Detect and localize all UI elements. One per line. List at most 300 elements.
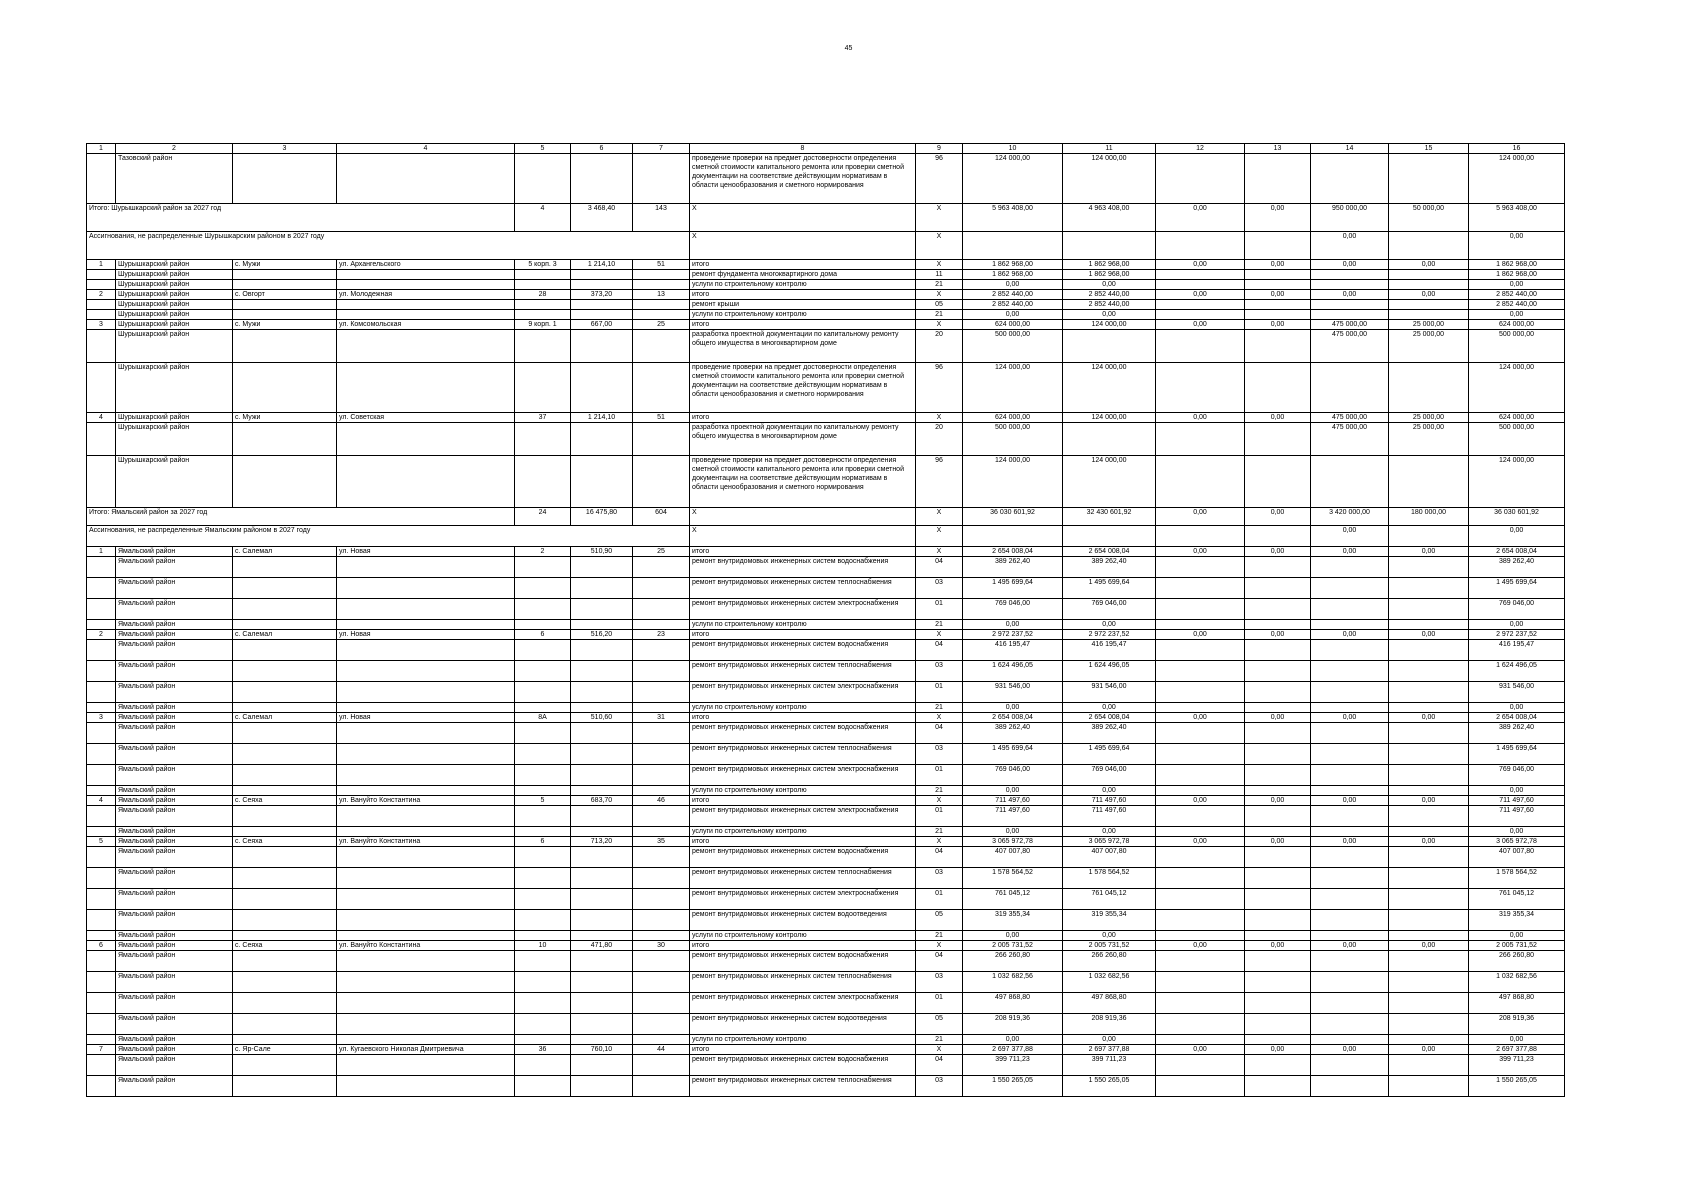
unallocated-label: Ассигнования, не распределенные Шурышкарским районом в 2027 году — [87, 232, 690, 260]
table-row — [87, 456, 1565, 508]
column-number: 16 — [1469, 144, 1565, 154]
table-cell: ремонт внутридомовых инженерных систем водоотведения — [690, 1014, 916, 1035]
table-cell: 711 497,60 — [963, 806, 1063, 827]
table-cell: 1 578 564,52 — [1469, 868, 1565, 889]
table-cell: 0,00 — [1156, 320, 1245, 330]
table-cell: Ямальский район — [116, 630, 233, 640]
table-cell — [1245, 599, 1311, 620]
table-cell: 0,00 — [1469, 526, 1565, 547]
table-cell — [1311, 744, 1389, 765]
table-cell: 0,00 — [1156, 837, 1245, 847]
table-cell — [633, 786, 690, 796]
table-cell: услуги по строительному контролю — [690, 1035, 916, 1045]
table-cell: итого — [690, 320, 916, 330]
table-row — [87, 931, 1565, 941]
table-row — [87, 630, 1565, 640]
table-cell: 2 005 731,52 — [963, 941, 1063, 951]
table-cell — [1156, 526, 1245, 547]
table-cell: 21 — [916, 931, 963, 941]
table-cell: 03 — [916, 744, 963, 765]
table-row — [87, 300, 1565, 310]
table-cell: ремонт внутридомовых инженерных систем теплоснабжения — [690, 868, 916, 889]
table-cell: Х — [916, 837, 963, 847]
table-cell: ремонт фундамента многоквартирного дома — [690, 270, 916, 280]
table-cell — [1389, 827, 1469, 837]
table-cell — [1156, 363, 1245, 413]
table-cell: ул. Новая — [337, 630, 515, 640]
table-cell: 37 — [515, 413, 571, 423]
table-cell: 266 260,80 — [963, 951, 1063, 972]
table-cell: проведение проверки на предмет достоверности определения сметной стоимости капитального ремонта или проверки сметной документации на соответствие действующим нормативам в области ценообразования и сметного нормирования — [690, 154, 916, 204]
table-cell: 0,00 — [1245, 941, 1311, 951]
table-cell — [515, 993, 571, 1014]
table-cell: 0,00 — [1063, 280, 1156, 290]
table-cell — [1389, 310, 1469, 320]
table-cell: 124 000,00 — [1063, 456, 1156, 508]
table-cell — [1311, 682, 1389, 703]
table-cell: ул. Вануйто Константина — [337, 837, 515, 847]
table-cell: 0,00 — [1245, 547, 1311, 557]
table-cell: 0,00 — [1156, 547, 1245, 557]
table-cell — [337, 847, 515, 868]
table-cell: 683,70 — [571, 796, 633, 806]
table-cell: 319 355,34 — [1469, 910, 1565, 931]
table-cell: 761 045,12 — [1063, 889, 1156, 910]
table-row — [87, 682, 1565, 703]
table-cell — [1156, 723, 1245, 744]
table-cell — [233, 931, 337, 941]
table-cell: 0,00 — [1245, 260, 1311, 270]
table-cell: 0,00 — [1063, 620, 1156, 630]
table-cell: 0,00 — [1469, 310, 1565, 320]
table-cell: 0,00 — [1245, 837, 1311, 847]
table-cell: ремонт внутридомовых инженерных систем электроснабжения — [690, 993, 916, 1014]
table-cell — [963, 526, 1063, 547]
table-cell: 04 — [916, 1055, 963, 1076]
table-cell: Х — [916, 232, 963, 260]
table-cell: Ямальский район — [116, 599, 233, 620]
table-cell — [633, 889, 690, 910]
table-row — [87, 661, 1565, 682]
table-cell — [233, 423, 337, 456]
table-cell: 497 868,80 — [1063, 993, 1156, 1014]
table-cell — [337, 1014, 515, 1035]
table-cell: Шурышкарский район — [116, 290, 233, 300]
table-cell — [337, 765, 515, 786]
table-cell — [233, 951, 337, 972]
table-cell — [1311, 640, 1389, 661]
table-cell — [571, 868, 633, 889]
table-cell: 25 — [633, 547, 690, 557]
table-cell — [633, 765, 690, 786]
table-cell: 0,00 — [1389, 713, 1469, 723]
table-cell — [571, 682, 633, 703]
table-cell — [515, 910, 571, 931]
table-cell — [571, 640, 633, 661]
table-cell — [233, 280, 337, 290]
table-cell: 05 — [916, 1014, 963, 1035]
table-cell — [1245, 1076, 1311, 1097]
table-cell — [571, 661, 633, 682]
table-cell — [571, 889, 633, 910]
table-cell: 1 495 699,64 — [1063, 744, 1156, 765]
table-cell — [1156, 910, 1245, 931]
table-cell — [515, 640, 571, 661]
table-row — [87, 1035, 1565, 1045]
table-cell: 2 654 008,04 — [1063, 713, 1156, 723]
table-cell: Ямальский район — [116, 993, 233, 1014]
table-cell: 96 — [916, 456, 963, 508]
table-cell: 497 868,80 — [963, 993, 1063, 1014]
table-cell: 3 065 972,78 — [1063, 837, 1156, 847]
table-cell — [337, 363, 515, 413]
table-cell — [337, 661, 515, 682]
table-cell — [571, 1035, 633, 1045]
table-cell — [1245, 270, 1311, 280]
table-cell: 0,00 — [963, 827, 1063, 837]
table-cell — [1389, 723, 1469, 744]
table-cell — [233, 703, 337, 713]
table-cell — [571, 599, 633, 620]
table-cell — [1063, 423, 1156, 456]
table-cell: 2 697 377,88 — [963, 1045, 1063, 1055]
table-cell: 0,00 — [963, 620, 1063, 630]
table-cell — [571, 993, 633, 1014]
table-cell: Шурышкарский район — [116, 363, 233, 413]
table-cell — [233, 578, 337, 599]
table-cell: 4 — [87, 413, 116, 423]
table-cell — [515, 456, 571, 508]
table-cell: Шурышкарский район — [116, 270, 233, 280]
subtotal-row — [87, 508, 1565, 526]
table-cell: Шурышкарский район — [116, 423, 233, 456]
table-cell — [571, 310, 633, 320]
column-number: 1 — [87, 144, 116, 154]
table-cell — [1245, 993, 1311, 1014]
table-cell — [1156, 280, 1245, 290]
table-cell — [633, 723, 690, 744]
table-cell — [515, 889, 571, 910]
table-cell — [1245, 868, 1311, 889]
table-cell: 31 — [633, 713, 690, 723]
table-cell: 0,00 — [1311, 796, 1389, 806]
table-cell — [1156, 889, 1245, 910]
table-cell — [1245, 620, 1311, 630]
table-cell: Ямальский район — [116, 547, 233, 557]
table-row — [87, 723, 1565, 744]
table-row — [87, 786, 1565, 796]
table-cell: 497 868,80 — [1469, 993, 1565, 1014]
table-cell — [1389, 682, 1469, 703]
table-cell: 4 — [515, 204, 571, 232]
table-cell: 931 546,00 — [963, 682, 1063, 703]
table-cell: Ямальский район — [116, 931, 233, 941]
table-cell — [633, 1035, 690, 1045]
table-cell: с. Сеяха — [233, 796, 337, 806]
table-row — [87, 1014, 1565, 1035]
table-row — [87, 547, 1565, 557]
table-cell: 0,00 — [963, 280, 1063, 290]
table-cell: 0,00 — [1469, 827, 1565, 837]
table-cell — [1245, 889, 1311, 910]
table-cell — [337, 951, 515, 972]
table-cell: 2 852 440,00 — [1469, 300, 1565, 310]
table-cell — [1311, 993, 1389, 1014]
table-cell — [571, 300, 633, 310]
table-cell — [233, 300, 337, 310]
table-cell — [87, 423, 116, 456]
table-cell: 711 497,60 — [1063, 796, 1156, 806]
unallocated-row — [87, 232, 1565, 260]
table-cell — [633, 951, 690, 972]
table-cell — [337, 931, 515, 941]
table-cell: Ямальский район — [116, 1045, 233, 1055]
table-cell — [571, 847, 633, 868]
table-row — [87, 941, 1565, 951]
table-cell — [87, 661, 116, 682]
table-cell: 2 697 377,88 — [1063, 1045, 1156, 1055]
table-cell: Шурышкарский район — [116, 330, 233, 363]
table-cell: 0,00 — [1245, 630, 1311, 640]
table-cell: 21 — [916, 703, 963, 713]
table-cell: услуги по строительному контролю — [690, 620, 916, 630]
table-cell — [515, 300, 571, 310]
table-cell: итого — [690, 413, 916, 423]
table-cell: 0,00 — [1156, 941, 1245, 951]
table-cell — [571, 910, 633, 931]
table-cell — [1245, 310, 1311, 320]
table-cell — [87, 310, 116, 320]
table-cell: с. Салемал — [233, 630, 337, 640]
table-cell: Ямальский район — [116, 806, 233, 827]
table-cell: 604 — [633, 508, 690, 526]
table-cell: 1 — [87, 260, 116, 270]
table-cell: 266 260,80 — [1469, 951, 1565, 972]
table-row — [87, 1055, 1565, 1076]
table-cell: Шурышкарский район — [116, 456, 233, 508]
table-cell — [1311, 578, 1389, 599]
table-cell: 407 007,80 — [1469, 847, 1565, 868]
table-cell — [515, 599, 571, 620]
table-cell: 1 495 699,64 — [1469, 744, 1565, 765]
table-cell: Ямальский район — [116, 620, 233, 630]
table-cell: Шурышкарский район — [116, 413, 233, 423]
table-cell — [633, 931, 690, 941]
table-cell: 0,00 — [1389, 837, 1469, 847]
table-cell — [1311, 620, 1389, 630]
table-cell — [633, 599, 690, 620]
table-cell: ремонт внутридомовых инженерных систем водоснабжения — [690, 951, 916, 972]
table-cell — [515, 310, 571, 320]
table-cell — [1156, 270, 1245, 280]
table-row — [87, 557, 1565, 578]
table-cell: 2 972 237,52 — [1469, 630, 1565, 640]
table-cell — [233, 910, 337, 931]
table-cell: 266 260,80 — [1063, 951, 1156, 972]
table-cell — [571, 1014, 633, 1035]
table-cell — [1389, 972, 1469, 993]
table-cell — [233, 889, 337, 910]
table-cell: 21 — [916, 310, 963, 320]
table-cell: 1 862 968,00 — [1063, 270, 1156, 280]
table-row — [87, 640, 1565, 661]
table-cell: 0,00 — [1469, 786, 1565, 796]
table-cell: 0,00 — [1245, 413, 1311, 423]
table-cell — [233, 310, 337, 320]
table-cell: 0,00 — [1245, 508, 1311, 526]
table-cell: ремонт внутридомовых инженерных систем водоснабжения — [690, 640, 916, 661]
table-cell — [633, 330, 690, 363]
table-cell — [87, 827, 116, 837]
table-cell — [633, 1055, 690, 1076]
table-cell — [571, 972, 633, 993]
table-cell — [87, 557, 116, 578]
table-cell: 124 000,00 — [963, 456, 1063, 508]
table-cell — [337, 1055, 515, 1076]
unallocated-row — [87, 526, 1565, 547]
table-cell: 04 — [916, 847, 963, 868]
table-cell — [1389, 744, 1469, 765]
table-cell — [87, 280, 116, 290]
table-cell: 760,10 — [571, 1045, 633, 1055]
table-cell: 389 262,40 — [963, 557, 1063, 578]
table-row — [87, 270, 1565, 280]
table-cell — [233, 456, 337, 508]
table-cell — [1389, 661, 1469, 682]
table-cell: 399 711,23 — [1063, 1055, 1156, 1076]
table-cell — [1311, 931, 1389, 941]
table-cell — [233, 599, 337, 620]
table-cell: 0,00 — [1311, 526, 1389, 547]
table-cell — [337, 682, 515, 703]
table-cell — [571, 786, 633, 796]
table-cell — [1311, 910, 1389, 931]
table-cell: 769 046,00 — [963, 599, 1063, 620]
table-cell: Ямальский район — [116, 661, 233, 682]
column-number: 10 — [963, 144, 1063, 154]
table-cell: проведение проверки на предмет достоверности определения сметной стоимости капитального ремонта или проверки сметной документации на соответствие действующим нормативам в области ценообразования и сметного нормирования — [690, 456, 916, 508]
table-cell — [1245, 640, 1311, 661]
table-cell — [1245, 423, 1311, 456]
table-cell: Ямальский район — [116, 765, 233, 786]
table-cell — [571, 703, 633, 713]
table-cell: 21 — [916, 620, 963, 630]
table-cell — [515, 682, 571, 703]
table-cell — [1311, 1014, 1389, 1035]
table-cell: 319 355,34 — [963, 910, 1063, 931]
table-cell — [1389, 640, 1469, 661]
table-cell: 1 578 564,52 — [1063, 868, 1156, 889]
table-cell: 399 711,23 — [963, 1055, 1063, 1076]
table-cell — [1156, 806, 1245, 827]
table-cell: ул. Архангельского — [337, 260, 515, 270]
table-cell — [515, 723, 571, 744]
table-cell: 0,00 — [1063, 1035, 1156, 1045]
table-cell — [1311, 270, 1389, 280]
table-cell — [337, 310, 515, 320]
table-cell: 46 — [633, 796, 690, 806]
table-cell — [337, 154, 515, 204]
table-cell: 389 262,40 — [1469, 723, 1565, 744]
table-cell — [1245, 786, 1311, 796]
column-number: 11 — [1063, 144, 1156, 154]
table-cell — [1156, 703, 1245, 713]
table-cell — [515, 806, 571, 827]
table-cell — [1156, 931, 1245, 941]
table-cell — [87, 1035, 116, 1045]
table-cell: 769 046,00 — [1469, 765, 1565, 786]
table-cell — [515, 578, 571, 599]
table-cell — [1245, 972, 1311, 993]
table-cell: Х — [690, 508, 916, 526]
table-cell — [1245, 847, 1311, 868]
table-cell — [87, 154, 116, 204]
table-cell — [1156, 640, 1245, 661]
table-cell: Х — [916, 260, 963, 270]
table-cell — [1311, 703, 1389, 713]
table-cell: Ямальский район — [116, 640, 233, 661]
table-cell — [515, 154, 571, 204]
table-cell — [233, 972, 337, 993]
table-cell — [1156, 1035, 1245, 1045]
table-cell — [1156, 744, 1245, 765]
table-cell — [1389, 1035, 1469, 1045]
table-cell — [1156, 661, 1245, 682]
table-cell: итого — [690, 713, 916, 723]
table-cell — [633, 703, 690, 713]
table-cell: 01 — [916, 993, 963, 1014]
table-cell: 1 — [87, 547, 116, 557]
table-cell: 0,00 — [1311, 630, 1389, 640]
page-number: 45 — [844, 45, 853, 52]
table-cell — [233, 682, 337, 703]
table-cell — [1389, 300, 1469, 310]
table-cell: 0,00 — [1469, 232, 1565, 260]
table-cell — [1389, 847, 1469, 868]
table-cell — [633, 270, 690, 280]
table-cell: 21 — [916, 786, 963, 796]
table-cell: Шурышкарский район — [116, 310, 233, 320]
table-cell — [87, 640, 116, 661]
table-cell: 2 654 008,04 — [1063, 547, 1156, 557]
table-cell: 208 919,36 — [1063, 1014, 1156, 1035]
subtotal-label: Итого: Шурышкарский район за 2027 год — [87, 204, 515, 232]
table-cell: 36 030 601,92 — [1469, 508, 1565, 526]
table-cell — [515, 1076, 571, 1097]
table-cell: 124 000,00 — [1469, 363, 1565, 413]
table-cell: Ямальский район — [116, 972, 233, 993]
table-cell — [1156, 993, 1245, 1014]
table-cell — [1311, 786, 1389, 796]
table-cell: 0,00 — [1245, 320, 1311, 330]
table-cell: 5 корп. 3 — [515, 260, 571, 270]
table-row — [87, 620, 1565, 630]
table-cell — [1245, 723, 1311, 744]
table-row — [87, 827, 1565, 837]
column-number: 3 — [233, 144, 337, 154]
table-cell — [1156, 1014, 1245, 1035]
table-cell — [1389, 270, 1469, 280]
table-cell: 0,00 — [1245, 290, 1311, 300]
table-cell — [1245, 557, 1311, 578]
column-number: 12 — [1156, 144, 1245, 154]
table-cell — [1389, 951, 1469, 972]
table-cell — [337, 300, 515, 310]
table-cell: 96 — [916, 363, 963, 413]
table-cell — [515, 661, 571, 682]
table-cell: 05 — [916, 910, 963, 931]
table-cell — [515, 330, 571, 363]
